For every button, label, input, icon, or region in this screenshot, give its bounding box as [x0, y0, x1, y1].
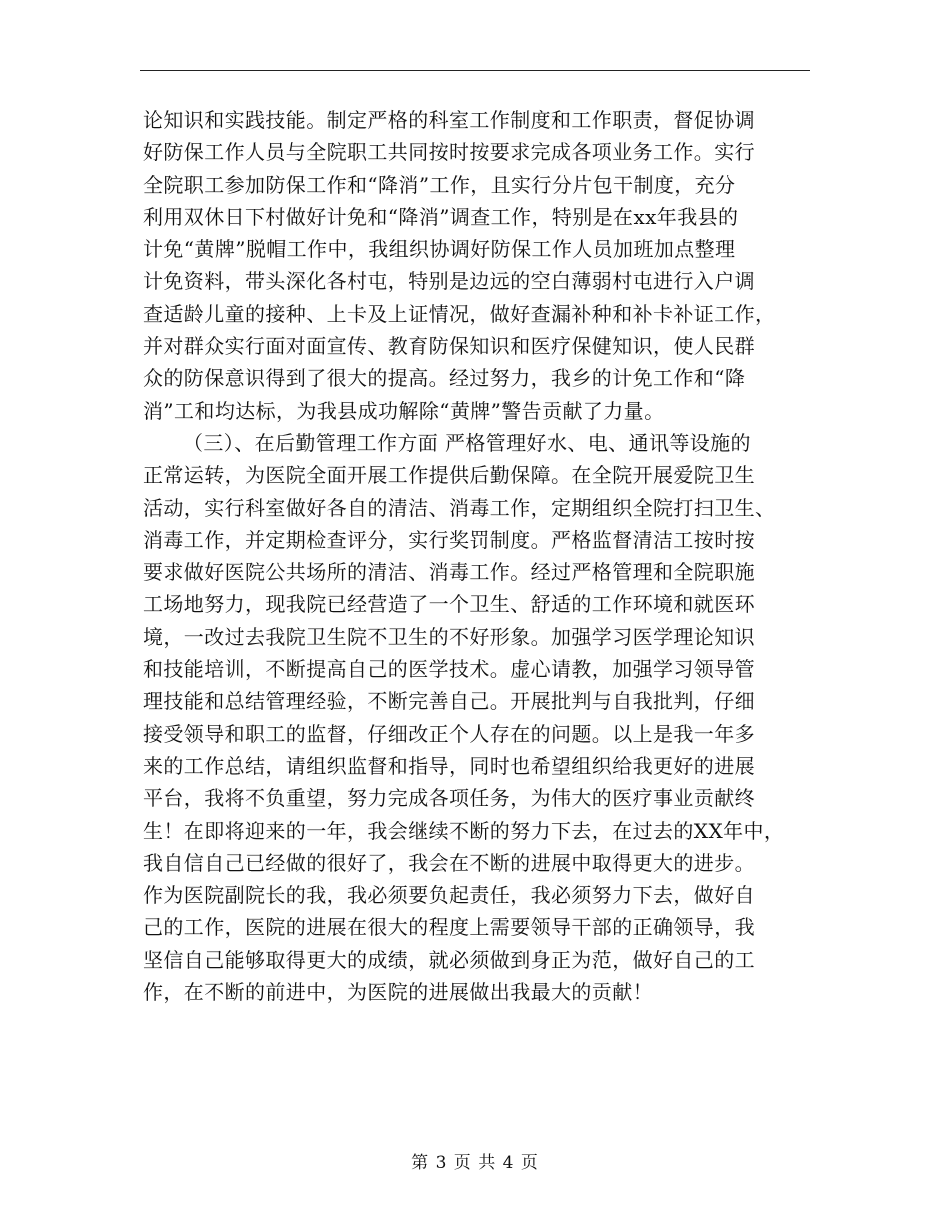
- text-line: 工场地努力，现我院已经营造了一个卫生、舒适的工作环境和就医环: [143, 592, 755, 617]
- text-line: 好防保工作人员与全院职工共同按时按要求完成各项业务工作。实行: [143, 140, 755, 165]
- text-line: 理技能和总结管理经验，不断完善自己。开展批判与自我批判，仔细: [143, 689, 755, 714]
- text-line: 活动，实行科室做好各自的清洁、消毒工作，定期组织全院打扫卫生、: [143, 495, 776, 520]
- text-line: 正常运转，为医院全面开展工作提供后勤保障。在全院开展爱院卫生: [143, 463, 755, 488]
- text-line: 计免资料，带头深化各村屯，特别是边远的空白薄弱村屯进行入户调: [143, 269, 755, 294]
- text-line: 和技能培训，不断提高自己的医学技术。虚心请教，加强学习领导管: [143, 657, 755, 682]
- text-line: 查适龄儿童的接种、上卡及上证情况，做好查漏补种和补卡补证工作，: [143, 301, 776, 326]
- text-line: 境，一改过去我院卫生院不卫生的不好形象。加强学习医学理论知识: [143, 624, 755, 649]
- text-line: 来的工作总结，请组织监督和指导，同时也希望组织给我更好的进展: [143, 753, 755, 778]
- text-line: 消”工和均达标，为我县成功解除“黄牌”警告贡献了力量。: [143, 398, 665, 423]
- text-line: 论知识和实践技能。制定严格的科室工作制度和工作职责，督促协调: [143, 108, 755, 132]
- text-line: 生！在即将迎来的一年，我会继续不断的努力下去，在过去的XX年中，: [143, 818, 785, 843]
- text-line: 我自信自己已经做的很好了，我会在不断的进展中取得更大的进步。: [143, 850, 755, 875]
- text-line: 消毒工作，并定期检查评分，实行奖罚制度。严格监督清洁工按时按: [143, 527, 755, 552]
- text-line: 计免“黄牌”脱帽工作中，我组织协调好防保工作人员加班加点整理: [143, 237, 736, 262]
- text-line: 利用双休日下村做好计免和“降消”调查工作，特别是在xx年我县的: [143, 204, 739, 229]
- header-rule: [140, 70, 810, 71]
- section-heading-line: （三）、在后勤管理工作方面 严格管理好水、电、通讯等设施的: [183, 430, 751, 455]
- text-line: 作为医院副院长的我，我必须要负起责任，我必须努力下去，做好自: [143, 883, 755, 908]
- body-text: [143, 104, 813, 1008]
- text-line: 众的防保意识得到了很大的提高。经过努力，我乡的计免工作和“降: [143, 366, 746, 391]
- text-line: 平台，我将不负重望，努力完成各项任务，为伟大的医疗事业贡献终: [143, 786, 755, 811]
- text-line: 己的工作，医院的进展在很大的程度上需要领导干部的正确领导，我: [143, 915, 755, 940]
- text-line: 全院职工参加防保工作和“降消”工作，且实行分片包干制度，充分: [143, 172, 736, 197]
- text-line: 并对群众实行面对面宣传、教育防保知识和医疗保健知识，使人民群: [143, 334, 755, 359]
- text-line: 坚信自己能够取得更大的成绩，就必须做到身正为范，做好自己的工: [143, 947, 755, 972]
- text-line: 接受领导和职工的监督，仔细改正个人存在的问题。以上是我一年多: [143, 721, 755, 746]
- page-footer: 第 3 页 共 4 页: [411, 1153, 539, 1173]
- text-line: 作，在不断的前进中，为医院的进展做出我最大的贡献！: [143, 980, 653, 1005]
- text-line: 要求做好医院公共场所的清洁、消毒工作。经过严格管理和全院职施: [143, 560, 755, 585]
